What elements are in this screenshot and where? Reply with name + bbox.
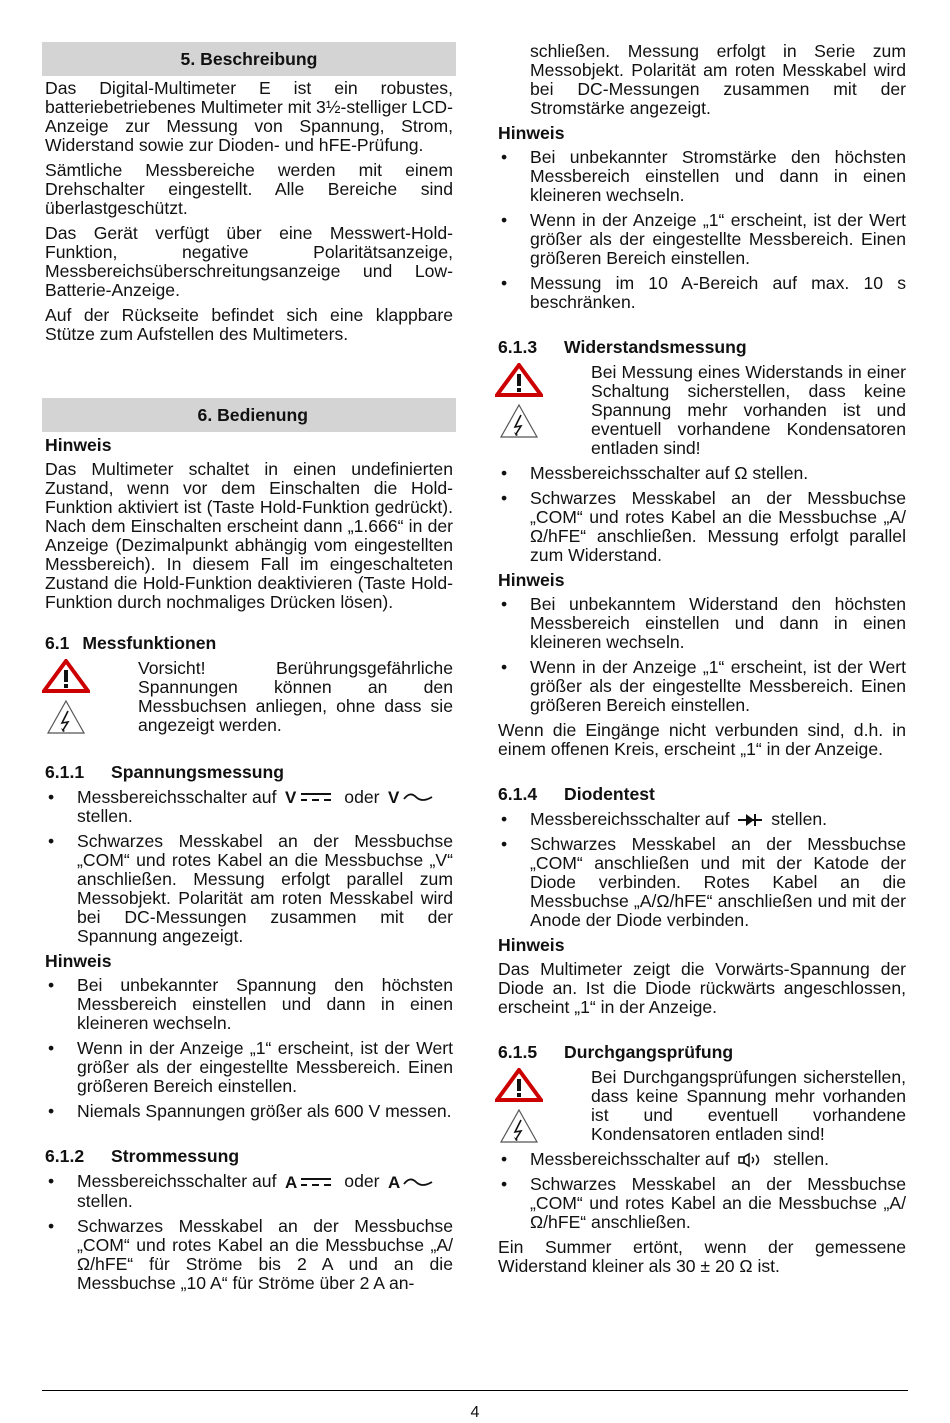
warning-block [495, 1068, 909, 1144]
svg-text:A: A [285, 1173, 298, 1192]
list-item-text: Wenn in der Anzeige „1“ erscheint, ist der Wert größer als der eingestellte Messbereich. Einen größeren Bereich einstellen. [530, 657, 906, 715]
list-item-text: stellen. [77, 1190, 133, 1211]
subheading-6-1-3 [495, 338, 909, 357]
warning-block [42, 659, 456, 735]
bullet-list [495, 148, 909, 312]
bullet-list [42, 1172, 456, 1292]
warning-triangle-icon [42, 659, 90, 693]
warning-block [495, 363, 909, 458]
list-item: • Niemals Spannungen größer als 600 V messen. [48, 1101, 452, 1122]
hinweis-label: Hinweis [498, 570, 565, 590]
a-ac-symbol-icon [388, 1174, 436, 1192]
list-item-text: Schwarzes Messkabel an der Messbuchse „COM“ und rotes Kabel an die Messbuchse „V“ anschließen. Messung erfolgt parallel zum Messobjekt. Polarität am roten Messkabel wird bei DC-Messungen zusammen mit der Spannung angezeigt. [77, 831, 453, 947]
subheading-number: 6.1.1 [45, 762, 85, 782]
section-heading-beschreibung: 5. Beschreibung [42, 42, 456, 76]
bullet-list [495, 810, 909, 930]
list-item: • Messbereichsschalter auf V oder V stellen. [42, 788, 456, 826]
subheading-title: Messfunktionen [82, 633, 217, 653]
subheading-6-1-1 [42, 763, 456, 782]
svg-text:A: A [388, 1173, 401, 1192]
left-column [42, 42, 456, 1299]
paragraph: Auf der Rückseite befindet sich eine klappbare Stütze zum Aufstellen des Multimeters. [45, 305, 453, 344]
list-item-text: Bei unbekannter Stromstärke den höchsten Messbereich einstellen und dann in einen kleineren wechseln. [530, 147, 906, 205]
hinweis-label: Hinweis [498, 123, 565, 143]
subheading-title: Spannungsmessung [111, 762, 285, 782]
svg-text:V: V [285, 789, 297, 808]
bullet-list [495, 595, 909, 715]
bullet-list [42, 976, 456, 1121]
list-item: • Schwarzes Messkabel an der Messbuchse „COM“ und rotes Kabel an die Messbuchse „V“ anschließen. Messung erfolgt parallel zum Messobjekt. Polarität am roten Messkabel wird bei DC-Messungen zusammen mit der Spannung angezeigt. [48, 831, 453, 947]
list-item-text: Wenn in der Anzeige „1“ erscheint, ist der Wert größer als der eingestellte Messbereich. Einen größeren Bereich einstellen. [530, 210, 906, 268]
warning-triangle-icon [495, 363, 543, 397]
list-item: • Messbereichsschalter auf stellen. [501, 809, 828, 829]
paragraph: Sämtliche Messbereiche werden mit einem Drehschalter eingestellt. Alle Bereiche sind überlastgeschützt. [45, 160, 453, 218]
diode-icon [737, 812, 763, 828]
electric-shock-icon [499, 1108, 539, 1144]
list-item: • Bei unbekannter Spannung den höchsten Messbereich einstellen und dann in einen kleineren wechseln. [48, 975, 453, 1034]
list-item-text: Messbereichsschalter auf Ω stellen. [530, 463, 809, 483]
subheading-6-1-4 [495, 785, 909, 804]
paragraph: Das Gerät verfügt über eine Messwert-Hold-Funktion, negative Polaritätsanzeige, Messbereichsüberschreitungsanzeige und Low-Batterie-Anzeige. [45, 223, 453, 300]
bullet-list [42, 788, 456, 946]
bullet-list [495, 1150, 909, 1232]
warning-text: Bei Messung eines Widerstands in einer Schaltung sicherstellen, dass keine Spannung mehr vorhanden ist und eventuell vorhandene Kondensatoren entladen sind! [591, 362, 906, 458]
list-item-text: oder [344, 1171, 380, 1192]
list-item: • Messbereichsschalter auf A oder A stellen. [42, 1172, 456, 1210]
list-item-text: Messbereichsschalter auf [77, 1171, 277, 1192]
hinweis-label: Hinweis [45, 435, 112, 455]
list-item-text: Schwarzes Messkabel an der Messbuchse „COM“ und rotes Kabel an die Messbuchse „A/Ω/hFE“ anschließen. [530, 1174, 906, 1232]
subheading-title: Diodentest [564, 784, 655, 804]
right-column [495, 42, 909, 1282]
paragraph: schließen. Messung erfolgt in Serie zum Messobjekt. Polarität am roten Messkabel wird bei DC-Messungen zusammen mit der Stromstärke angezeigt. [530, 41, 906, 118]
list-item-text: stellen. [771, 809, 828, 829]
subheading-6-1 [42, 634, 456, 653]
subheading-title: Strommessung [111, 1146, 240, 1167]
section-heading-bedienung: 6. Bedienung [42, 398, 456, 432]
list-item-text: Wenn in der Anzeige „1“ erscheint, ist der Wert größer als der eingestellte Messbereich. Einen größeren Bereich einstellen. [77, 1038, 453, 1097]
bullet-list [495, 464, 909, 565]
subheading-6-1-2 [42, 1147, 456, 1166]
subheading-number: 6.1.3 [498, 337, 538, 357]
buzzer-icon [737, 1152, 765, 1168]
list-item-text: Messbereichsschalter auf [530, 1149, 730, 1169]
list-item: • Schwarzes Messkabel an der Messbuchse „COM“ und rotes Kabel an die Messbuchse „A/Ω/hFE“ für Ströme bis 2 A und an die Messbuchse „10 A“ für Ströme über 2 A an- [48, 1215, 453, 1293]
subheading-number: 6.1 [45, 633, 70, 653]
electric-shock-icon [46, 699, 86, 735]
list-item: • Messbereichsschalter auf Ω stellen. [501, 463, 809, 483]
list-item-text: oder [344, 787, 380, 807]
list-item: • Schwarzes Messkabel an der Messbuchse „COM“ und rotes Kabel an die Messbuchse „A/Ω/hFE“ anschließen. [501, 1174, 906, 1232]
list-item-text: Messbereichsschalter auf [77, 787, 277, 807]
paragraph: Das Multimeter schaltet in einen undefinierten Zustand, wenn vor dem Einschalten die Hold-Funktion aktiviert ist (Taste Hold-Funktion gedrückt). Nach dem Einschalten erscheint dann „1.666“ in der Anzeige (Dezimalpunkt abhängig vom eingestellten Messbereich). In diesem Fall im eingeschalteten Zustand die Hold-Funktion deaktivieren (Taste Hold-Funktion durch nochmaliges Drücken lösen). [45, 459, 453, 612]
subheading-title: Widerstandsmessung [564, 337, 747, 357]
list-item-text: Bei unbekannter Spannung den höchsten Messbereich einstellen und dann in einen kleineren wechseln. [77, 975, 453, 1034]
list-item-text: stellen. [773, 1149, 830, 1169]
subheading-number: 6.1.2 [45, 1146, 85, 1167]
list-item-text: Messung im 10 A-Bereich auf max. 10 s beschränken. [530, 273, 906, 312]
paragraph: Wenn die Eingänge nicht verbunden sind, d.h. in einem offenen Kreis, erscheint „1“ in der Anzeige. [498, 720, 906, 759]
warning-icons [495, 363, 591, 443]
subheading-number: 6.1.4 [498, 784, 538, 804]
hinweis-label: Hinweis [498, 935, 565, 955]
warning-text: Bei Durchgangsprüfungen sicherstellen, dass keine Spannung mehr vorhanden ist und eventuell vorhandene Kondensatoren entladen sind! [591, 1067, 906, 1144]
v-ac-symbol-icon [388, 789, 436, 807]
page-number: 4 [470, 1404, 480, 1421]
list-item-text: Niemals Spannungen größer als 600 V messen. [77, 1101, 452, 1122]
subheading-number: 6.1.5 [498, 1042, 538, 1062]
hinweis-label: Hinweis [45, 951, 112, 972]
list-item: • Messung im 10 A-Bereich auf max. 10 s beschränken. [501, 273, 906, 312]
warning-icons [495, 1068, 591, 1144]
list-item-text: Messbereichsschalter auf [530, 809, 730, 829]
svg-text:V: V [388, 789, 400, 808]
list-item: • Wenn in der Anzeige „1“ erscheint, ist der Wert größer als der eingestellte Messbereich. Einen größeren Bereich einstellen. [48, 1038, 453, 1097]
paragraph: Das Digital-Multimeter E ist ein robustes, batteriebetriebenes Multimeter mit 3½-stelliger LCD-Anzeige zur Messung von Spannung, Strom, Widerstand sowie zur Dioden- und hFE-Prüfung. [45, 78, 453, 155]
subheading-title: Durchgangsprüfung [564, 1042, 734, 1062]
electric-shock-icon [499, 403, 539, 439]
list-item-text: stellen. [77, 806, 133, 827]
list-item: • Bei unbekanntem Widerstand den höchsten Messbereich einstellen und dann in einen kleineren wechseln. [501, 594, 906, 652]
footer-divider [42, 1390, 908, 1391]
list-item-text: Schwarzes Messkabel an der Messbuchse „COM“ anschließen und mit der Katode der Diode verbinden. Rotes Kabel an die Messbuchse „A/Ω/hFE“ anschließen und mit der Anode der Diode verbinden. [530, 834, 906, 930]
a-dc-symbol-icon [285, 1174, 335, 1192]
v-dc-symbol-icon [285, 789, 335, 807]
list-item-text: Schwarzes Messkabel an der Messbuchse „COM“ und rotes Kabel an die Messbuchse „A/Ω/hFE“ anschließen. Messung erfolgt parallel zum Widerstand. [530, 488, 906, 565]
list-item-text: Bei unbekanntem Widerstand den höchsten Messbereich einstellen und dann in einen kleineren wechseln. [530, 594, 906, 652]
list-item: • Schwarzes Messkabel an der Messbuchse „COM“ anschließen und mit der Katode der Diode verbinden. Rotes Kabel an die Messbuchse „A/Ω/hFE“ anschließen und mit der Anode der Diode verbinden. [501, 834, 906, 930]
warning-icons [42, 659, 138, 735]
warning-text: Vorsicht! Berührungsgefährliche Spannungen können an den Messbuchsen anliegen, ohne dass sie angezeigt werden. [138, 658, 453, 735]
list-item: • Wenn in der Anzeige „1“ erscheint, ist der Wert größer als der eingestellte Messbereich. Einen größeren Bereich einstellen. [501, 657, 906, 715]
list-item: • Bei unbekannter Stromstärke den höchsten Messbereich einstellen und dann in einen kleineren wechseln. [501, 147, 906, 205]
list-item-text: Schwarzes Messkabel an der Messbuchse „COM“ und rotes Kabel an die Messbuchse „A/Ω/hFE“ für Ströme bis 2 A und an die Messbuchse „10 A“ für Ströme über 2 A an- [77, 1215, 453, 1293]
subheading-6-1-5 [495, 1043, 909, 1062]
warning-triangle-icon [495, 1068, 543, 1102]
paragraph: Ein Summer ertönt, wenn der gemessene Widerstand kleiner als 30 ± 20 Ω ist. [498, 1237, 906, 1276]
list-item: • Wenn in der Anzeige „1“ erscheint, ist der Wert größer als der eingestellte Messbereich. Einen größeren Bereich einstellen. [501, 210, 906, 268]
paragraph: Das Multimeter zeigt die Vorwärts-Spannung der Diode an. Ist die Diode rückwärts angeschlossen, erscheint „1“ in der Anzeige. [498, 959, 906, 1017]
list-item: • Messbereichsschalter auf stellen. [501, 1149, 830, 1169]
list-item: • Schwarzes Messkabel an der Messbuchse „COM“ und rotes Kabel an die Messbuchse „A/Ω/hFE“ anschließen. Messung erfolgt parallel zum Widerstand. [501, 488, 906, 565]
